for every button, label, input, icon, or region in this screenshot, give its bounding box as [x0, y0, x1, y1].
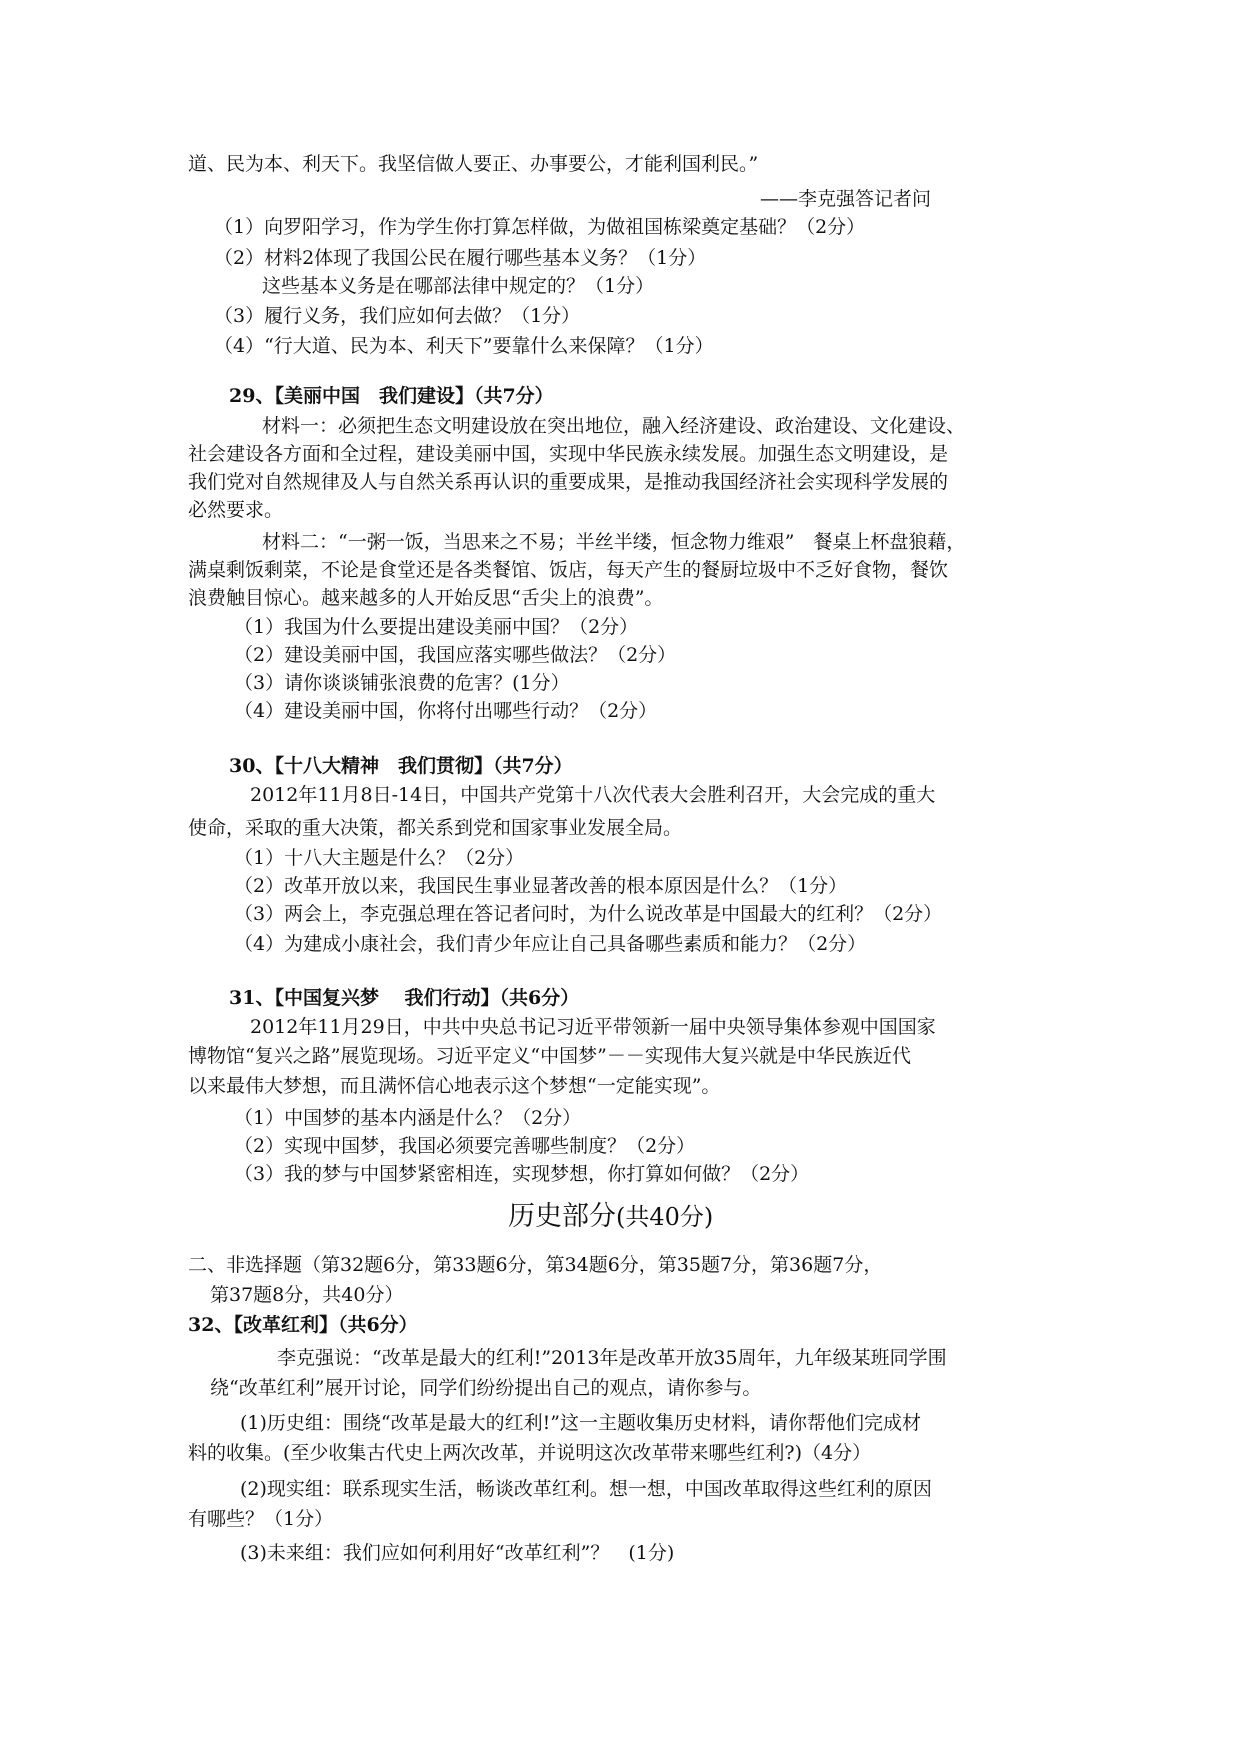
q29-heading: 29、【美丽中国 我们建设】（共7分） [229, 385, 554, 407]
q30-question-4: （4）为建成小康社会，我们青少年应让自己具备哪些素质和能力？（2分） [234, 933, 867, 955]
q28-question-2: （2）材料2体现了我国公民在履行哪些基本义务？（1分） [214, 247, 707, 269]
q32-material-line-1: 李克强说：“改革是最大的红利!”2013年是改革开放35周年，九年级某班同学围 [277, 1347, 947, 1369]
q29-question-1: （1）我国为什么要提出建设美丽中国？（2分） [234, 616, 639, 638]
q32-question-2-line-1: (2)现实组：联系现实生活，畅谈改革红利。想一想，中国改革取得这些红利的原因 [240, 1478, 932, 1500]
q29-question-4: （4）建设美丽中国，你将付出哪些行动？（2分） [234, 700, 658, 722]
q29-material-1-line-2: 社会建设各方面和全过程，建设美丽中国，实现中华民族永续发展。加强生态文明建设，是 [188, 443, 949, 465]
q28-question-3: （3）履行义务，我们应如何去做？（1分） [214, 305, 581, 327]
q31-question-1: （1）中国梦的基本内涵是什么？（2分） [234, 1107, 582, 1129]
q29-material-1-line-3: 我们党对自然规律及人与自然关系再认识的重要成果，是推动我国经济社会实现科学发展的 [188, 471, 949, 493]
q30-heading: 30、【十八大精神 我们贯彻】（共7分） [229, 755, 573, 777]
q32-question-1-line-1: (1)历史组：围绕“改革是最大的红利!”这一主题收集历史材料，请你帮他们完成材 [240, 1412, 921, 1434]
q29-material-2-line-2: 满桌剩饭剩菜，不论是食堂还是各类餐馆、饭店，每天产生的餐厨垃圾中不乏好食物，餐饮 [188, 559, 949, 581]
q32-question-1-line-2: 料的收集。(至少收集古代史上两次改革，并说明这次改革带来哪些红利?)（4分） [188, 1442, 872, 1464]
q30-material-line-1: 2012年11月8日-14日，中国共产党第十八次代表大会胜利召开，大会完成的重大 [250, 784, 936, 806]
q29-question-2: （2）建设美丽中国，我国应落实哪些做法？（2分） [234, 644, 677, 666]
q31-question-3: （3）我的梦与中国梦紧密相连，实现梦想，你打算如何做？（2分） [234, 1163, 810, 1185]
q32-question-3: (3)未来组：我们应如何利用好“改革红利”？ (1分) [240, 1542, 675, 1564]
history-section-instructions-line-2: 第37题8分，共40分） [210, 1284, 404, 1306]
q29-material-2-line-3: 浪费触目惊心。越来越多的人开始反思“舌尖上的浪费”。 [188, 587, 664, 609]
q30-question-3: （3）两会上，李克强总理在答记者问时，为什么说改革是中国最大的红利？（2分） [234, 903, 943, 925]
q29-question-3: （3）请你谈谈铺张浪费的危害？(1分） [234, 672, 570, 694]
q29-material-1-line-1: 材料一：必须把生态文明建设放在突出地位，融入经济建设、政治建设、文化建设、 [262, 415, 966, 437]
q31-question-2: （2）实现中国梦，我国必须要完善哪些制度？（2分） [234, 1135, 696, 1157]
history-section-title [508, 1202, 713, 1232]
q29-material-2-line-1: 材料二：“一粥一饭，当思来之不易；半丝半缕，恒念物力维艰” 餐桌上杯盘狼藉， [262, 531, 966, 553]
history-title-main: 历史部分 [508, 1201, 616, 1232]
history-title-score: (共40分) [616, 1203, 714, 1231]
q31-material-line-1: 2012年11月29日，中共中央总书记习近平带领新一届中央领导集体参观中国国家 [250, 1016, 936, 1038]
q32-material-line-2: 绕“改革红利”展开讨论，同学们纷纷提出自己的观点，请你参与。 [210, 1377, 762, 1399]
q28-source: ——李克强答记者问 [760, 188, 932, 210]
q28-question-1: （1）向罗阳学习，作为学生你打算怎样做，为做祖国栋梁奠定基础？（2分） [214, 216, 866, 238]
q28-material-end: 道、民为本、利天下。我坚信做人要正、办事要公，才能利国利民。” [188, 153, 759, 175]
q30-question-1: （1）十八大主题是什么？（2分） [234, 847, 525, 869]
q31-material-line-2: 博物馆“复兴之路”展览现场。习近平定义“中国梦”－－实现伟大复兴就是中华民族近代 [188, 1045, 911, 1067]
q32-question-2-line-2: 有哪些？（1分） [188, 1508, 334, 1530]
q32-heading: 32、【改革红利】（共6分） [188, 1314, 418, 1336]
q28-question-4: （4）“行大道、民为本、利天下”要靠什么来保障？（1分） [214, 335, 714, 357]
q31-heading: 31、【中国复兴梦 我们行动】（共6分） [229, 987, 580, 1009]
q30-question-2: （2）改革开放以来，我国民生事业显著改善的根本原因是什么？（1分） [234, 875, 848, 897]
q30-material-line-2: 使命，采取的重大决策，都关系到党和国家事业发展全局。 [188, 817, 683, 839]
q29-material-1-line-4: 必然要求。 [188, 499, 284, 521]
q31-material-line-3: 以来最伟大梦想，而且满怀信心地表示这个梦想“一定能实现”。 [188, 1075, 721, 1097]
q28-question-2b: 这些基本义务是在哪部法律中规定的？（1分） [262, 275, 655, 297]
history-section-instructions-line-1: 二、非选择题（第32题6分，第33题6分，第34题6分，第35题7分，第36题7分， [188, 1254, 883, 1276]
